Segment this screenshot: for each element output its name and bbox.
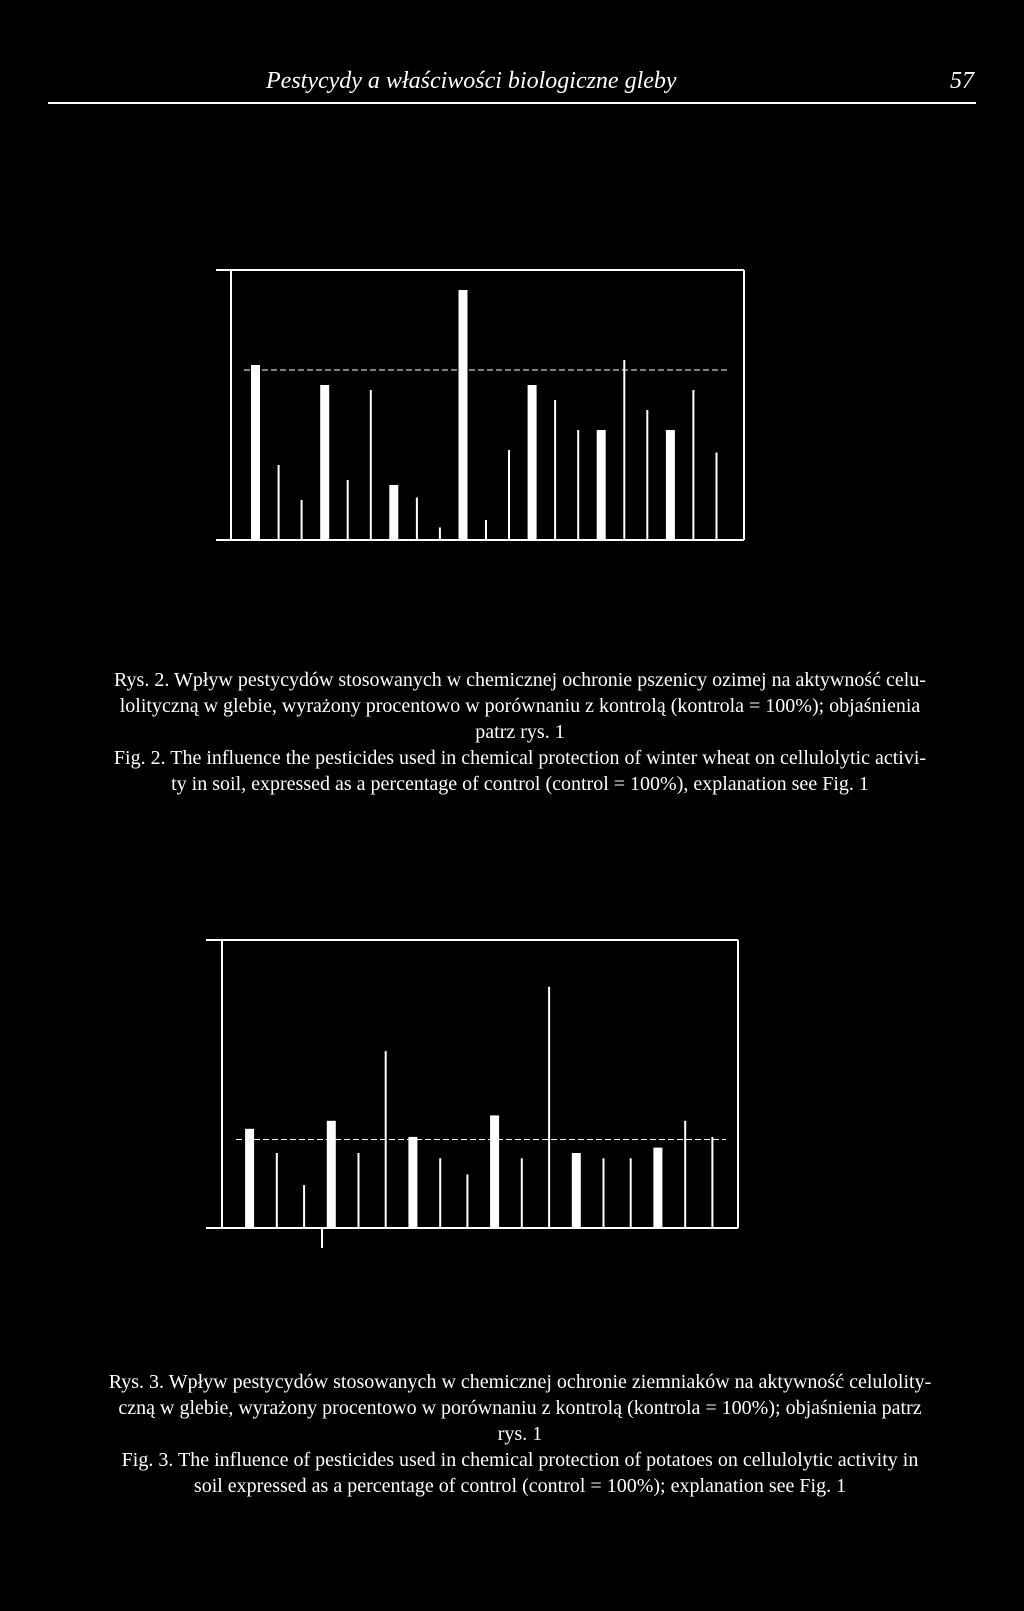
chart-bar — [347, 480, 349, 540]
chart-bar — [572, 1153, 581, 1228]
figure-3-text-en-2: soil expressed as a percentage of control (control = 100%); explanation see Fig. 1 — [193, 1475, 847, 1497]
chart-bar — [439, 1158, 441, 1228]
figure-2-text-en-2: ty in soil, expressed as a percentage of control (control = 100%), explanation see Fig. 1 — [171, 773, 869, 795]
running-title: Pestycydy a właściwości biologiczne gleby — [266, 68, 677, 94]
chart-bar — [385, 1051, 387, 1228]
chart-bar — [358, 1153, 360, 1228]
chart-bar — [459, 290, 468, 540]
figure-3-text-pl-2: czną w glebie, wyrażony procentowo w porównaniu z kontrolą (kontrola = 100%); objaśnienia patrz — [118, 1397, 922, 1419]
chart-bar — [666, 430, 675, 540]
chart-bar — [603, 1158, 605, 1228]
chart-bar — [327, 1121, 336, 1228]
chart-bar — [528, 385, 537, 540]
chart-bar — [716, 453, 718, 541]
figure-2-caption — [60, 667, 980, 797]
figure-2-text-pl-2: lolityczną w glebie, wyrażony procentowo w porównaniu z kontrolą (kontrola = 100%); objaśnienia — [119, 695, 921, 717]
figure-2-caption-pl — [60, 667, 980, 745]
chart-bar — [416, 498, 418, 541]
figure-3-text-en-1: The influence of pesticides used in chemical protection of potatoes on cellulolytic activity in — [178, 1449, 919, 1471]
chart-bar — [577, 430, 579, 540]
chart-bar — [408, 1137, 417, 1228]
chart-bar — [303, 1185, 305, 1228]
figure-3-label-en: Fig. 3. — [121, 1449, 174, 1471]
chart-bar — [630, 1158, 632, 1228]
chart-bar — [251, 365, 260, 540]
chart-bar — [320, 385, 329, 540]
figure-2-caption-en — [60, 745, 980, 797]
figure-2-chart — [0, 0, 1024, 560]
figure-2-frame — [216, 270, 744, 540]
chart-bar — [370, 390, 372, 540]
chart-bar — [301, 500, 303, 540]
figure-2-text-en-1: The influence the pesticides used in chemical protection of winter wheat on cellulolytic activi- — [170, 747, 927, 769]
chart-bar — [692, 390, 694, 540]
chart-bar — [389, 485, 398, 540]
chart-bar — [623, 360, 625, 540]
figure-3-caption — [60, 1369, 980, 1499]
chart-bar — [439, 528, 441, 541]
figure-3-text-pl-1: Wpływ pestycydów stosowanych w chemicznej ochronie ziemniaków na aktywność celulolity- — [168, 1371, 932, 1393]
figure-2-label-pl: Rys. 2. — [114, 669, 170, 691]
figure-3-caption-en — [60, 1447, 980, 1499]
figure-2-label-en: Fig. 2. — [113, 747, 166, 769]
chart-bar — [490, 1115, 499, 1228]
chart-bar — [684, 1121, 686, 1228]
figure-3-chart — [0, 920, 1024, 1280]
chart-bar — [646, 410, 648, 540]
figure-3-text-pl-3: rys. 1 — [497, 1423, 543, 1445]
figure-2-text-pl-1: Wpływ pestycydów stosowanych w chemicznej ochronie pszenicy ozimej na aktywność celu- — [173, 669, 926, 691]
figure-3-label-pl: Rys. 3. — [108, 1371, 165, 1393]
figure-2-bars — [244, 290, 728, 540]
chart-bar — [653, 1148, 662, 1228]
figure-2-text-pl-3: patrz rys. 1 — [475, 721, 565, 743]
figure-3-bars — [236, 987, 726, 1228]
chart-bar — [485, 520, 487, 540]
page-number: 57 — [950, 68, 974, 94]
chart-bar — [466, 1174, 468, 1228]
chart-bar — [711, 1137, 713, 1228]
chart-bar — [278, 465, 280, 540]
chart-bar — [245, 1129, 254, 1228]
chart-bar — [548, 987, 550, 1228]
chart-bar — [276, 1153, 278, 1228]
chart-bar — [508, 450, 510, 540]
chart-bar — [554, 400, 556, 540]
chart-bar — [597, 430, 606, 540]
figure-3-caption-pl — [60, 1369, 980, 1447]
chart-bar — [521, 1158, 523, 1228]
